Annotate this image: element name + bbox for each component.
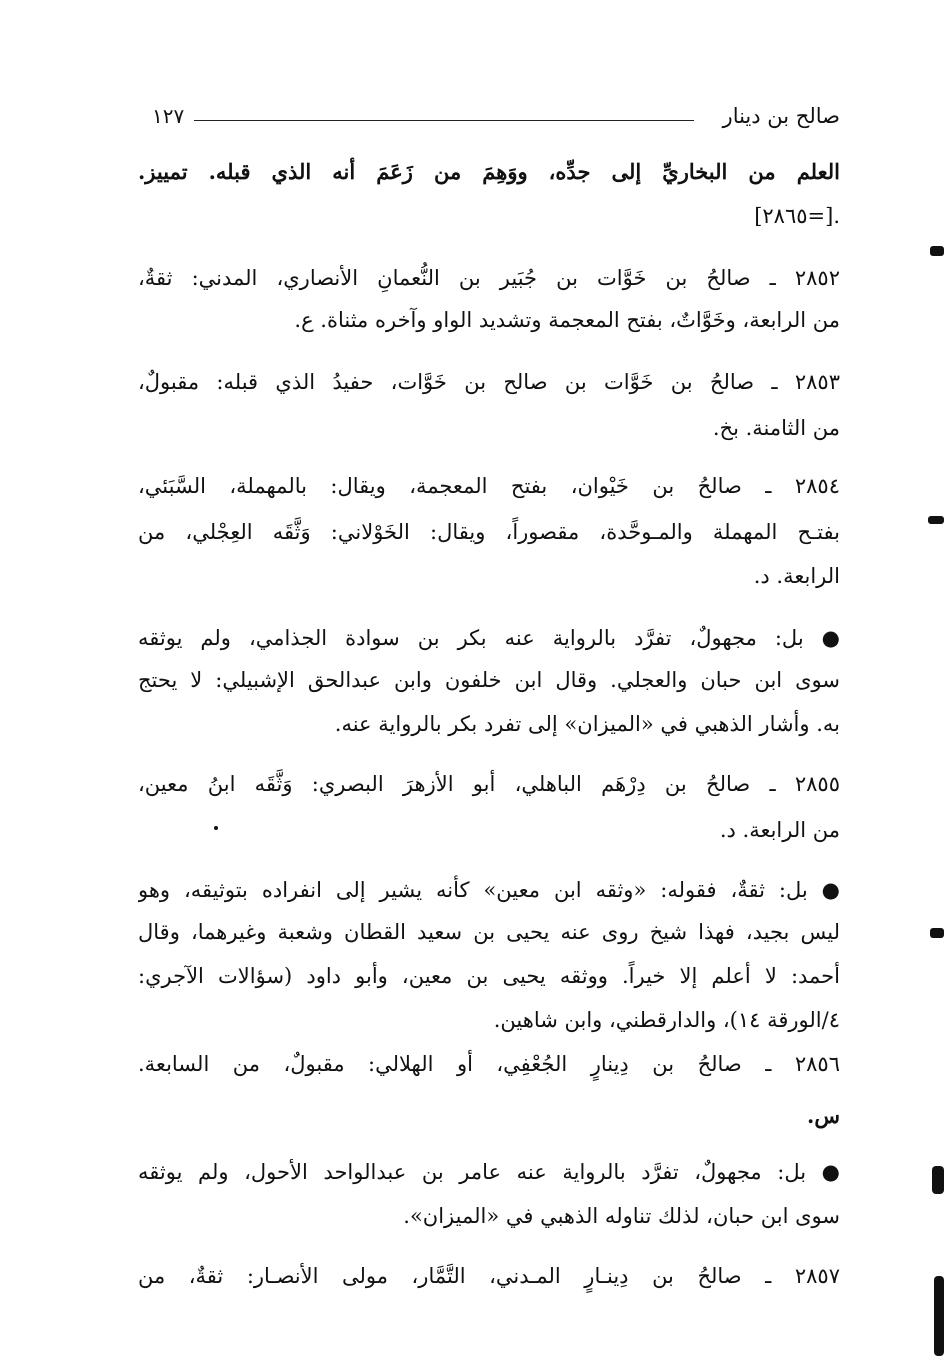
scan-mark [932,1166,944,1194]
scan-speck [214,826,218,830]
text-line: الرابعة. د. [753,564,840,588]
text-line: ٤/الورقة ١٤)، والدارقطني، وابن شاهين. [493,1008,840,1032]
running-title: صالح بن دينار [722,104,840,128]
entry-2854-line: ٢٨٥٤ ـ صالحُ بن خَيْوان، بفتح المعجمة، ويقال: بالمهملة، السَّبَئي، [138,474,840,498]
text-line: من الرابعة، وخَوَّاتٌ، بفتح المعجمة وتشديد الواو وآخره مثناة. ع. [294,308,840,332]
text-line: ليس بجيد، فهذا شيخ روى عنه يحيى بن سعيد القطان وشعبة وغيرهما، وقال [138,920,840,944]
entry-2853-line: ٢٨٥٣ ـ صالحُ بن خَوَّات بن صالح بن خَوَّات، حفيدُ الذي قبله: مقبولٌ، [138,370,840,394]
text-line: من الثامنة. بخ. [712,416,840,440]
text-line: العلم من البخاريِّ إلى جدِّه، ووَهِمَ من زَعَمَ أنه الذي قبله. تمييز. [138,159,840,184]
text-line: من الرابعة. د. [719,818,840,842]
page-header [148,104,840,134]
text-line: أحمد: لا أعلم إلا خيراً. ووثقه يحيى بن معين، وأبو داود (سؤالات الآجري: [138,964,840,988]
text-line: س. [807,1103,840,1128]
text-line: .[=٢٨٦٥] [754,204,840,228]
scan-mark [930,928,944,938]
text-line: سوى ابن حبان والعجلي. وقال ابن خلفون وابن عبدالحق الإشبيلي: لا يحتج [138,668,840,692]
entry-2852-line: ٢٨٥٢ ـ صالحُ بن خَوَّات بن جُبَير بن النُّعمانِ الأنصاري، المدني: ثقةٌ، [138,266,840,290]
scan-mark [934,1276,944,1356]
scan-mark [928,516,944,524]
entry-2857-line: ٢٨٥٧ ـ صالحُ بن دِينـارٍ المـدني، التَّمَّار، مولى الأنصـار: ثقةٌ، من [138,1264,840,1288]
entry-2855-line: ٢٨٥٥ ـ صالحُ بن دِرْهَم الباهلي، أبو الأزهرَ البصري: وَثَّقَه ابنُ معين، [138,772,840,796]
entry-2856-line: ٢٨٥٦ ـ صالحُ بن دِينارٍ الجُعْفِي، أو الهلالي: مقبولٌ، من السابعة. [138,1052,840,1076]
note-line: ● بل: مجهولٌ، تفرَّد بالرواية عنه عامر بن عبدالواحد الأحول، ولم يوثقه [138,1160,840,1184]
note-line: ● بل: مجهولٌ، تفرَّد بالرواية عنه بكر بن سوادة الجذامي، ولم يوثقه [138,626,840,650]
header-rule [194,120,694,121]
text-line: سوى ابن حبان، لذلك تناوله الذهبي في «الميزان». [403,1204,840,1228]
scan-mark [930,246,944,256]
text-line: به. وأشار الذهبي في «الميزان» إلى تفرد بكر بالرواية عنه. [334,712,840,736]
note-line: ● بل: ثقةٌ، فقوله: «وثقه ابن معين» كأنه يشير إلى انفراده بتوثيقه، وهو [138,878,840,902]
page-number: ١٢٧ [152,104,185,128]
text-line: بفتـح المهملة والمـوحَّدة، مقصوراً، ويقال: الخَوْلاني: وَثَّقَه العِجْلي، من [138,520,840,544]
